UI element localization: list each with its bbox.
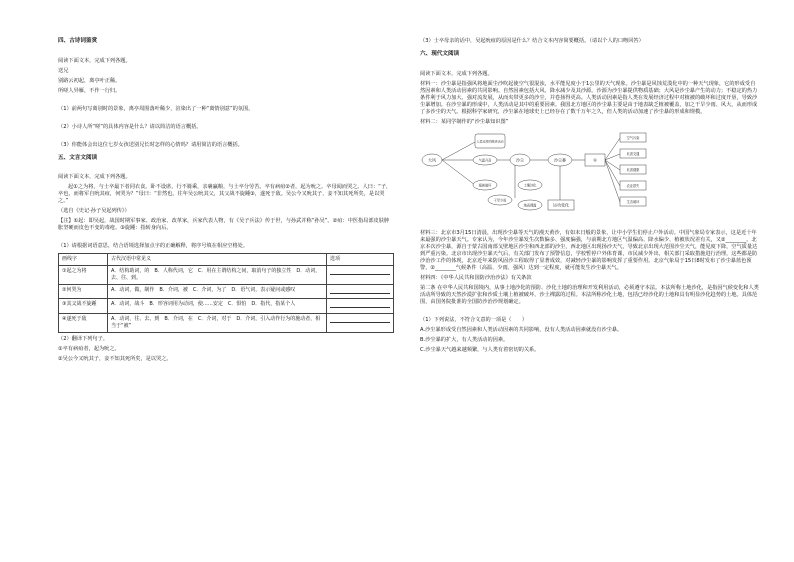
section4-intro: 阅读下面文本，完成下列各题。 <box>58 57 131 64</box>
diagram-edge <box>605 160 620 202</box>
table-row <box>59 314 394 333</box>
label-wind: 大风 <box>428 157 436 163</box>
mc-question-1: （1）下列说法，不符合文意的一项是（ ） <box>420 316 528 323</box>
label-mid5: 地表裸露 <box>523 203 537 208</box>
label-r2: 危害交通 <box>626 151 640 156</box>
translation-question: （2）翻译下列句子。 <box>58 335 108 342</box>
passage-source: （选自《史记·孙子吴起列传》） <box>58 208 130 215</box>
table-header-cell: 画线字 <box>59 254 108 266</box>
material-4-title: 材料四：《中华人民共和国防沙治沙法》有关条款 <box>420 274 532 281</box>
label-mid2: 植被破坏 <box>478 183 492 188</box>
label-human: 人类过度的经济活动 <box>476 139 504 144</box>
material-2-title: 材料二：某同学制作的“沙尘暴知识图” <box>420 118 509 125</box>
material-1: 材料一：沙尘暴是指强风将地面尘沙吹起使空气很混浊，水平能见度小于1公里的天气现象。沙尘暴是风蚀荒漠化中的一种天气现象，它的形成受自然因素和人类活动因素的共同影响。自然因素包括大风、降水减少及其沙源。沙源为沙尘暴提供物质基础；大风是沙尘暴产生的动力；不稳定的热力条件利于风力加大、强对流发展，从而夹带更多的沙尘，并卷扬得更高。人类活动因素是指人类在发展经济过程中对植被的破坏和过度开垦，导致沙尘暴增加。在沙尘暴的形成中，人类活动是其中的重要因素。我国北方地区的沙尘暴主要是由于地表缺乏植被覆盖，加之干旱少雨、风大，从而形成了多沙尘的天气。根据科学家研究，沙尘暴在地球史上已经存在了数千万年之久，但人类的活动加速了沙尘暴的形成和规模。 <box>420 80 758 115</box>
question-3: （3）你能体会出这位七岁女孩送别兄长时怎样的心情吗？请用简洁的语言概括。 <box>58 141 243 148</box>
section6-title: 六、现代文阅读 <box>420 51 460 58</box>
passage-notes: 【注】①起：即吴起，战国时期军事家、政治家、改革家，兵家代表人物，有《吴子兵法》传于世，与孙武并称“孙吴”。②疽：中医指局部皮肤肿胀坚硬而皮色不变的毒疮。③旋踵：指转身向后。 <box>58 218 390 232</box>
translation-item-1: ①卒有病疽者，起为吮之。 <box>58 345 120 352</box>
material-4: 第二条 在中华人民共和国境内，从事土地沙化的预防、沙化土地的治理和开发利用活动，必须遵守本法。本法所称土地沙化，是指因气候变化和人类活动所导致的天然沙漠扩张和沙质土壤上植被破坏、沙土裸露的过程。本法所称沙化土地，包括已经沙化的土地和具有明显沙化趋势的土地。具体范围，由国务院批准的全国防沙治沙规划确定。 <box>420 284 759 305</box>
left-column <box>58 32 394 366</box>
label-mid3: 干旱少雨 <box>493 198 507 203</box>
question-2: （2）小诗人所“嗟”的具体内容是什么？请以简洁的语言概括。 <box>58 123 202 130</box>
diagram-edge <box>605 160 620 170</box>
translation-item-2: ②吴公今又吮其子，妾不知其死所矣，是以哭之。 <box>58 355 172 362</box>
answer-blank[interactable] <box>327 284 394 299</box>
table-word: ④遂死于敌 <box>59 314 108 333</box>
table-question: （1）请根据词语意思，结合语境选择加点字的正确解释，将序号填在相应空格处。 <box>58 243 249 250</box>
table-word: ③其父战不旋踵 <box>59 299 108 314</box>
label-sandstorm: 沙尘暴 <box>554 157 566 163</box>
label-climate: 运动变化 <box>553 202 569 208</box>
table-header-row <box>59 254 394 266</box>
section5-title: 五、文言文阅读 <box>58 154 98 161</box>
label-r5: 生态破坏 <box>626 199 640 204</box>
label-mid4: 土壤沙化 <box>523 183 537 188</box>
poem-title: 送兄 <box>58 67 69 74</box>
table-row <box>59 284 394 299</box>
diagram-svg <box>420 130 650 226</box>
label-r4: 农业损失 <box>626 183 640 188</box>
knowledge-diagram <box>420 130 760 226</box>
table-header-cell: 古代汉语中常见义 <box>108 254 327 266</box>
label-sand: 沙尘 <box>516 157 524 163</box>
right-column <box>420 38 760 357</box>
question-top: （3）士卒母亲的话中，吴起吮疽的原因是什么？结合文本内容简要概括。（请以个人的口吻回答） <box>420 38 644 44</box>
diagram-edge <box>442 142 475 160</box>
answer-blank[interactable] <box>327 314 394 333</box>
section4-title: 四、古诗词鉴赏 <box>58 38 98 44</box>
table-row <box>59 266 394 285</box>
label-blank: ① <box>593 157 597 163</box>
table-meaning: A．结构助词，的 B．人称代词，它 C．用在主谓结构之间，取消句子的独立性 D．动词，去、往、到。 <box>108 266 327 285</box>
option-b[interactable]: B.沙尘暴的扩大，有人类活动的因素。 <box>420 336 509 343</box>
option-a[interactable]: A.沙尘暴形成受自然因素和人类活动因素的共同影响，没有人类活动因素就没有沙尘暴。 <box>420 326 623 333</box>
poem-line-2: 所嗟人异雁，不作一行归。 <box>58 87 121 94</box>
answer-blank[interactable] <box>327 299 394 314</box>
label-mid1: 气温升高 <box>478 158 492 163</box>
table-meaning: A．动词，战斗 B．形容词用为动词，使……安定 C．惧怕 D．指代，指某个人 <box>108 299 327 314</box>
question-1: （1）前两句写离别时的景象，离亭周围落叶稀少，渲染出了一种“离情别意”的氛围。 <box>58 105 254 112</box>
material-3: 材料三：北京市3月15日清晨，出现沙尘暴等天气的漫天黄沙，有如末日般的景象，让中小学生们停止户外活动。中国气象局专家表示，这是近十年来最强的沙尘暴天气。专家认为，今年沙尘暴发生次数偏多、强度偏强，与前期北方地区气温偏高、降水偏少、植被状况差有关，又②________。北京本次沙尘暴，源自于蒙古国南部戈壁地区沙尘和西北部的沙尘，西北地区出现扬沙天气，导致北京出现大范围沙尘天气，能见度下降，空气质量达到严重污染。北京市出现沙尘暴天气后，有关部门发布了预警信息，学校暂停户外体育课，市民减少外出，相关部门采取措施进行治理，这些都是防沙治沙工作的体现，北京近年来防风固沙工程取得了显著成效，对减轻沙尘暴的影响发挥了重要作用。北京气象局于15日8时发布了沙尘暴蓝色预警，②________气候条件（高温、少雨、强风）达到一定程度，就可能发生沙尘暴天气。 <box>420 229 758 271</box>
section6-intro: 阅读下面文本，完成下列各题。 <box>420 70 493 77</box>
label-r3: 危害健康 <box>626 167 640 172</box>
table-row <box>59 299 394 314</box>
diagram-edge <box>442 160 475 185</box>
table-meaning: A．动词，做，制作 B．介词，被 C．介词，为了 D．语气词，表示疑问或感叹 <box>108 284 327 299</box>
classical-passage: 起①之为将，与士卒最下者同衣食。卧不设席，行不骑乘，亲裹赢粮，与士卒分劳苦。卒有病疽②者，起为吮之。卒母闻而哭之。人曰：“子，卒也，而将军自吮其疽，何哭为？”母曰：“非然也。往年吴公吮其父，其父战不旋踵③，遂死于敌。吴公今又吮其子，妾不知其死所矣，是以哭之。” <box>58 184 392 205</box>
diagram-edge <box>605 138 620 160</box>
table-header-cell: 选项 <box>327 254 394 266</box>
answer-blank[interactable] <box>327 266 394 285</box>
vocab-table <box>58 253 394 332</box>
option-c[interactable]: C.沙尘暴天气越来越频繁，与人类有着密切的关系。 <box>420 346 540 353</box>
label-r1: 空气污染 <box>626 135 640 140</box>
diagram-edge <box>605 160 620 186</box>
poem-line-1: 别路云初起，离亭叶正稀。 <box>58 77 121 84</box>
table-meaning: A．动词，往、去、到 B．介词，在 C．介词，对于 D．介词，引入动作行为的施动者，相当于“被” <box>108 314 327 333</box>
section5-intro: 阅读下面文本，完成下列各题。 <box>58 174 131 181</box>
table-word: ②何哭为 <box>59 284 108 299</box>
table-word: ①起之为将 <box>59 266 108 285</box>
